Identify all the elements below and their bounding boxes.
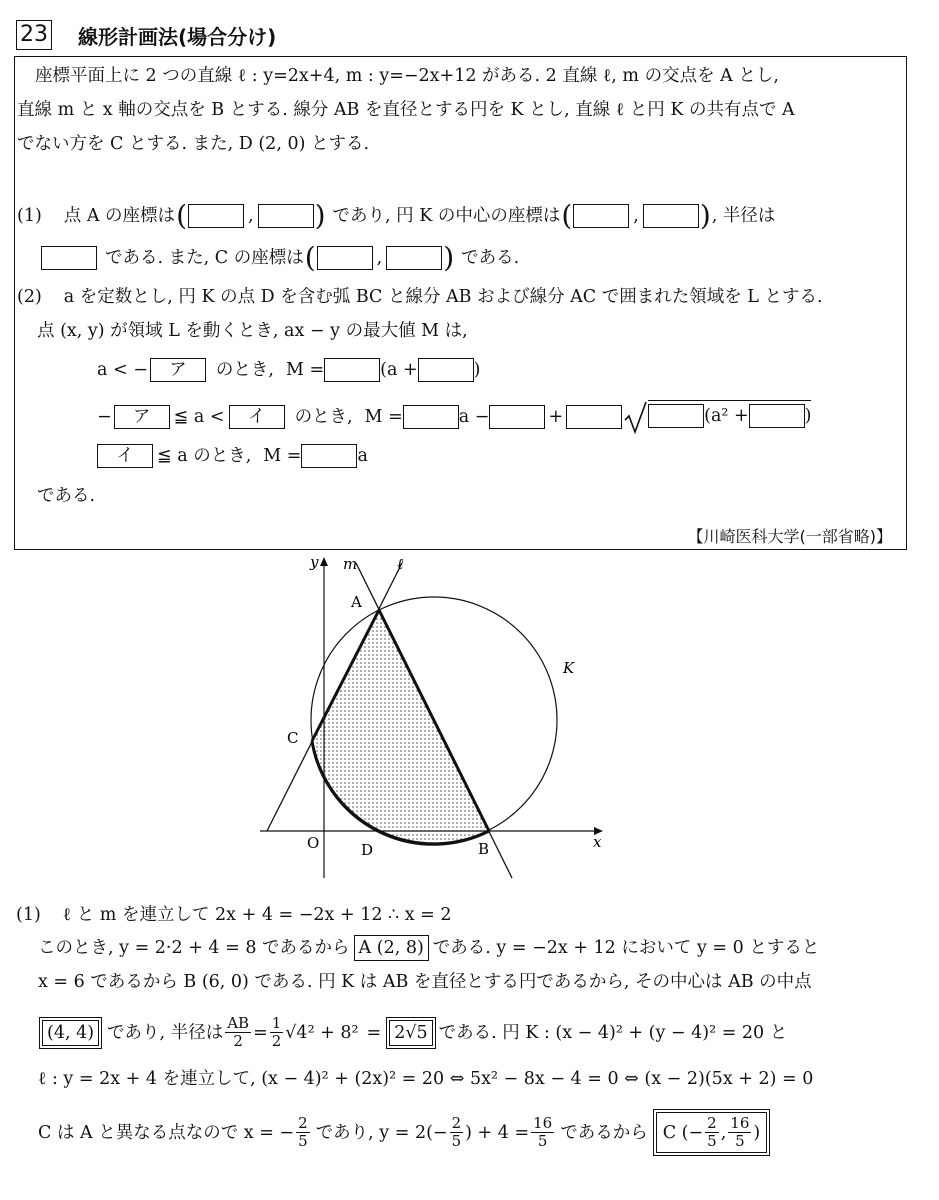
paren-open: ( [176,199,187,232]
part1-text-b: であり, 円 K の中心の座標は [332,206,561,226]
answer-A: A (2, 8) [354,935,429,961]
part2-text-1: a を定数とし, 円 K の点 D を含む弧 BC と線分 AB および線分 AC で囲まれた領域を L とする. [63,287,823,307]
label-O: O [307,834,320,852]
label-B: B [478,840,490,858]
case2-text-d: a − [458,407,490,427]
answer-box[interactable] [648,404,704,428]
problem-number: 23 [16,20,52,50]
case2-text-g: ) [804,405,812,426]
solution-line-6 [38,1112,767,1153]
paren-close: ) [314,199,326,232]
label-C: C [287,729,299,747]
label-A: A [351,593,362,611]
source-citation: 【川崎医科大学(一部省略)】 [687,527,892,546]
part1-line-2 [41,241,520,274]
solution-text-6c: ) + 4 = [465,1122,530,1143]
part1-text-c: , 半径は [711,206,776,226]
part1-line-1 [17,199,776,232]
solution-line-3: x = 6 であるから B (6, 0) である. 円 K は AB を直径とする円であるから, その中心は AB の中点 [38,972,812,992]
fraction: $\frac{AB}{2}$ [227,1014,250,1050]
blank-i[interactable]: イ [97,444,153,468]
answer-box[interactable] [749,404,805,428]
sqrt-sign-icon [624,400,648,434]
solution-text-4a: であり, 半径は [107,1022,224,1043]
answer-box[interactable] [317,246,373,270]
radical: √4² + 8² [285,1022,359,1043]
answer-box[interactable] [573,204,629,228]
case3-text-b: ≦ a のとき, [157,446,252,466]
solution-text-2a: このとき, y = 2·2 + 4 = 8 であるから [38,938,350,958]
sqrt-radicand [648,400,811,429]
answer-box[interactable] [258,204,314,228]
blank-a[interactable]: ア [150,358,206,382]
case3-text-c: a [357,446,368,466]
part2-line-1 [17,284,823,310]
paren-open: ( [561,199,573,232]
answer-box[interactable] [403,405,459,429]
solution-line-2 [38,935,819,961]
case1-text-d: ) [473,360,481,380]
blank-i[interactable]: イ [229,405,285,429]
case2-M: M = [364,407,403,427]
answer-box[interactable] [41,246,97,270]
case2-text-c: のとき, [294,407,353,427]
comma: , [633,206,639,226]
paren-open: ( [304,241,316,274]
case-3 [97,443,368,469]
label-K: K [563,659,575,677]
geometry-figure [255,553,615,883]
case1-text-a: a < − [97,360,148,380]
case1-text-b: のとき, [215,360,274,380]
problem-title: 線形計画法(場合分け) [78,24,277,49]
part1-text-a: 点 A の座標は [63,206,176,226]
case1-M: M = [285,360,325,380]
part2-line-2: 点 (x, y) が領域 L を動くとき, ax − y の最大値 M は, [37,321,468,341]
answer-C: C (− $\frac{2}{5}$ , $\frac{16}{5}$ ) [656,1112,768,1153]
solution-text-2b: である. y = −2x + 12 において y = 0 とすると [432,938,820,958]
blank-a[interactable]: ア [114,405,170,429]
answer-box[interactable] [566,405,622,429]
label-l: ℓ [397,555,404,573]
answer-box[interactable] [324,358,380,382]
solution-text-6b: であり, y = 2(− [315,1122,448,1143]
case-1 [97,357,480,383]
solution-line-5: ℓ : y = 2x + 4 を連立して, (x − 4)² + (2x)² = 20 ⇔ 5x² − 8x − 4 = 0 ⇔ (x − 2)(5x + 2) = 0 [38,1069,814,1089]
equals: = [366,1022,382,1043]
solution-line-1 [16,902,452,928]
case1-text-c: (a + [380,360,418,380]
fraction: $\frac{1}{2}$ [271,1014,282,1050]
label-y: y [310,553,319,571]
answer-box[interactable] [643,204,699,228]
fraction: $\frac{2}{5}$ [298,1114,308,1150]
part1-text-d: である. また, C の座標は [105,248,304,268]
answer-center: (4, 4) [42,1020,99,1046]
intro-line-2: 直線 m と x 軸の交点を B とする. 線分 AB を直径とする円を K とし, 直線 ℓ と円 K の共有点で A [17,100,795,120]
fraction: $\frac{16}{5}$ [533,1114,553,1150]
answer-box[interactable] [489,405,545,429]
case3-M: M = [263,446,302,466]
solution-text-6a: C は A と異なる点なので x = − [38,1122,295,1143]
case2-text-f: (a² + [704,405,749,426]
label-D: D [361,841,374,859]
closing-text: である. [37,486,96,506]
part2-label: (2) [17,287,42,307]
case2-text-e: + [548,407,564,427]
region-L [312,610,489,844]
part1-label: (1) [17,206,42,226]
solution-text-4b: である. 円 K : (x − 4)² + (y − 4)² = 20 と [438,1022,788,1043]
y-axis-arrow-icon [320,557,328,566]
problem-header [16,18,276,52]
solution-text-6d: であるから [560,1122,648,1143]
comma: , [376,248,383,268]
solution-line-4 [38,1015,787,1050]
intro-line-1: 座標平面上に 2 つの直線 ℓ : y=2x+4, m : y=−2x+12 がある. 2 直線 ℓ, m の交点を A とし, [35,66,779,86]
label-x: x [593,833,602,851]
equals: = [253,1022,268,1043]
paren-close: ) [699,199,711,232]
case-2 [97,400,811,434]
case2-text-a: − [97,407,112,427]
label-m: m [343,555,358,573]
answer-box[interactable] [301,444,357,468]
case2-text-b: ≦ a < [173,407,225,427]
fraction: $\frac{2}{5}$ [451,1114,462,1150]
part1-text-e: である. [461,248,520,268]
intro-line-3: でない方を C とする. また, D (2, 0) とする. [17,134,370,154]
comma: , [248,206,254,226]
answer-radius: 2√5 [389,1020,432,1046]
problem-box [14,56,907,550]
solution-label: (1) [16,905,41,925]
paren-close: ) [443,241,455,274]
answer-box[interactable] [188,204,244,228]
answer-box[interactable] [386,246,442,270]
solution-text-1: ℓ と m を連立して 2x + 4 = −2x + 12 ∴ x = 2 [62,905,452,925]
answer-box[interactable] [418,358,474,382]
